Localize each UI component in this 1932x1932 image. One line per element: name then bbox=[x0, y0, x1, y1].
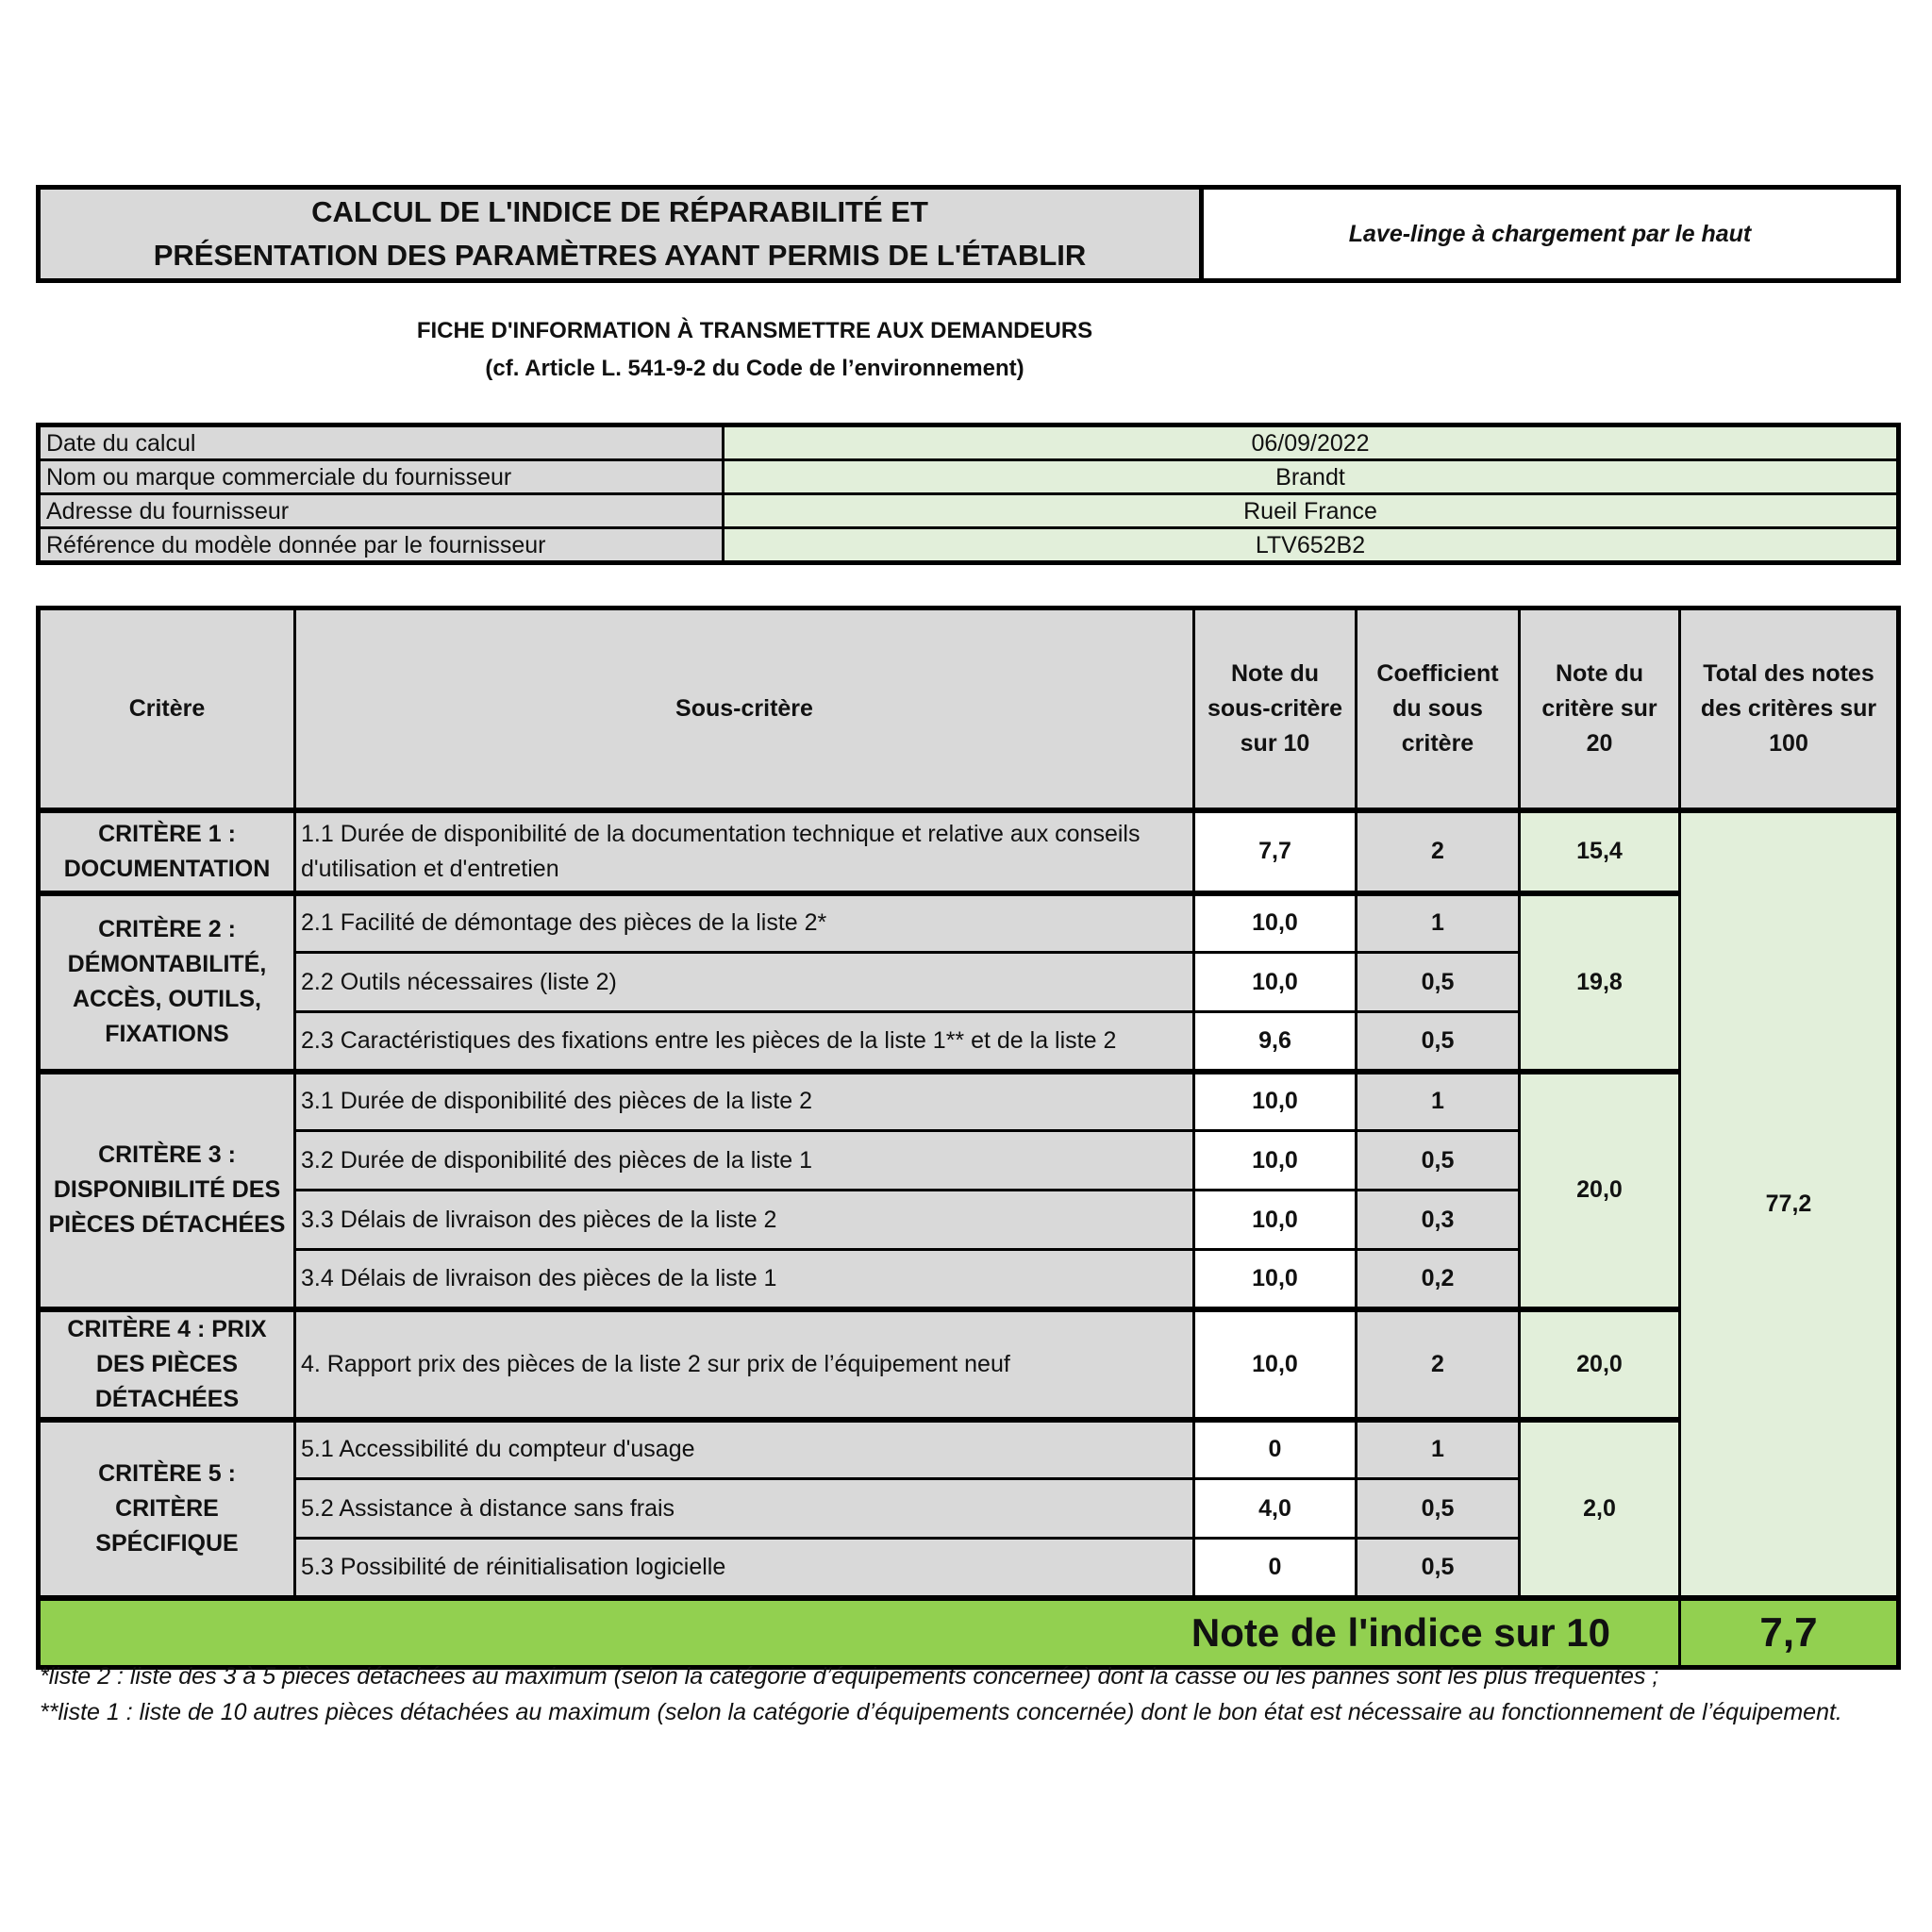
info-value: 06/09/2022 bbox=[724, 425, 1899, 460]
subcriterion-note: 4,0 bbox=[1194, 1479, 1357, 1539]
criterion-name: CRITÈRE 3 : DISPONIBILITÉ DES PIÈCES DÉTACHÉES bbox=[39, 1072, 295, 1309]
criterion-name: CRITÈRE 5 : CRITÈRE SPÉCIFIQUE bbox=[39, 1420, 295, 1598]
header-note-critere: Note du critère sur 20 bbox=[1520, 608, 1680, 810]
index-row bbox=[39, 1598, 1899, 1668]
subcriterion-note: 0 bbox=[1194, 1420, 1357, 1479]
table-row bbox=[39, 893, 1899, 953]
subcriterion-label: 5.1 Accessibilité du compteur d'usage bbox=[295, 1420, 1194, 1479]
info-label: Référence du modèle donnée par le fournisseur bbox=[39, 528, 724, 563]
header-critere: Critère bbox=[39, 608, 295, 810]
title-box bbox=[36, 185, 1901, 283]
subcriterion-label: 3.2 Durée de disponibilité des pièces de la liste 1 bbox=[295, 1131, 1194, 1191]
criterion-score: 20,0 bbox=[1520, 1072, 1680, 1309]
subcriterion-note: 10,0 bbox=[1194, 1309, 1357, 1420]
subcriterion-label: 2.2 Outils nécessaires (liste 2) bbox=[295, 953, 1194, 1012]
info-label: Adresse du fournisseur bbox=[39, 494, 724, 528]
subcriterion-label: 3.1 Durée de disponibilité des pièces de la liste 2 bbox=[295, 1072, 1194, 1131]
info-value: Rueil France bbox=[724, 494, 1899, 528]
title-line-2: PRÉSENTATION DES PARAMÈTRES AYANT PERMIS DE L'ÉTABLIR bbox=[153, 239, 1087, 272]
total-score-100: 77,2 bbox=[1680, 810, 1899, 1598]
fiche-subtitle bbox=[283, 312, 1226, 388]
info-value: LTV652B2 bbox=[724, 528, 1899, 563]
info-label: Nom ou marque commerciale du fournisseur bbox=[39, 460, 724, 494]
subcriterion-coef: 1 bbox=[1357, 1072, 1520, 1131]
subcriterion-note: 10,0 bbox=[1194, 953, 1357, 1012]
repairability-table bbox=[36, 606, 1901, 1670]
subcriterion-note: 9,6 bbox=[1194, 1012, 1357, 1072]
header-total: Total des notes des critères sur 100 bbox=[1680, 608, 1899, 810]
subcriterion-label: 3.3 Délais de livraison des pièces de la liste 2 bbox=[295, 1191, 1194, 1250]
footnote-liste-1: **liste 1 : liste de 10 autres pièces détachées au maximum (selon la catégorie d’équipements concernée) dont le bon état est nécessaire au fonctionnement de l’équipement. bbox=[40, 1699, 1842, 1725]
supplier-info-table bbox=[36, 423, 1901, 565]
info-label: Date du calcul bbox=[39, 425, 724, 460]
subcriterion-label: 5.2 Assistance à distance sans frais bbox=[295, 1479, 1194, 1539]
subcriterion-coef: 0,5 bbox=[1357, 1479, 1520, 1539]
criterion-score: 15,4 bbox=[1520, 810, 1680, 893]
subcriterion-coef: 0,2 bbox=[1357, 1250, 1520, 1309]
footnotes bbox=[40, 1658, 1889, 1730]
subcriterion-note: 10,0 bbox=[1194, 1250, 1357, 1309]
subcriterion-coef: 2 bbox=[1357, 1309, 1520, 1420]
subcriterion-label: 4. Rapport prix des pièces de la liste 2 sur prix de l’équipement neuf bbox=[295, 1309, 1194, 1420]
table-row bbox=[39, 1420, 1899, 1479]
subcriterion-note: 0 bbox=[1194, 1539, 1357, 1598]
subcriterion-note: 10,0 bbox=[1194, 893, 1357, 953]
product-type: Lave-linge à chargement par le haut bbox=[1348, 220, 1752, 247]
info-row bbox=[39, 494, 1899, 528]
subcriterion-label: 2.3 Caractéristiques des fixations entre les pièces de la liste 1** et de la liste 2 bbox=[295, 1012, 1194, 1072]
criterion-name: CRITÈRE 1 : DOCUMENTATION bbox=[39, 810, 295, 893]
table-header-row bbox=[39, 608, 1899, 810]
criterion-name: CRITÈRE 2 : DÉMONTABILITÉ, ACCÈS, OUTILS, FIXATIONS bbox=[39, 893, 295, 1072]
fiche-line-2: (cf. Article L. 541-9-2 du Code de l’environnement) bbox=[485, 356, 1024, 381]
subcriterion-note: 10,0 bbox=[1194, 1191, 1357, 1250]
info-value: Brandt bbox=[724, 460, 1899, 494]
subcriterion-label: 2.1 Facilité de démontage des pièces de la liste 2* bbox=[295, 893, 1194, 953]
subcriterion-coef: 1 bbox=[1357, 893, 1520, 953]
criterion-score: 19,8 bbox=[1520, 893, 1680, 1072]
index-value: 7,7 bbox=[1680, 1598, 1899, 1668]
subcriterion-coef: 2 bbox=[1357, 810, 1520, 893]
subcriterion-coef: 0,5 bbox=[1357, 1012, 1520, 1072]
header-sous-critere: Sous-critère bbox=[295, 608, 1194, 810]
info-row bbox=[39, 528, 1899, 563]
subcriterion-label: 5.3 Possibilité de réinitialisation logicielle bbox=[295, 1539, 1194, 1598]
criterion-name: CRITÈRE 4 : PRIX DES PIÈCES DÉTACHÉES bbox=[39, 1309, 295, 1420]
index-label: Note de l'indice sur 10 bbox=[39, 1598, 1680, 1668]
table-row bbox=[39, 1072, 1899, 1131]
subcriterion-coef: 1 bbox=[1357, 1420, 1520, 1479]
fiche-line-1: FICHE D'INFORMATION À TRANSMETTRE AUX DEMANDEURS bbox=[416, 318, 1093, 343]
table-row bbox=[39, 1309, 1899, 1420]
info-row bbox=[39, 460, 1899, 494]
subcriterion-coef: 0,5 bbox=[1357, 1539, 1520, 1598]
subcriterion-coef: 0,5 bbox=[1357, 953, 1520, 1012]
subcriterion-coef: 0,3 bbox=[1357, 1191, 1520, 1250]
info-row bbox=[39, 425, 1899, 460]
header-note-sous-critere: Note du sous-critère sur 10 bbox=[1194, 608, 1357, 810]
subcriterion-coef: 0,5 bbox=[1357, 1131, 1520, 1191]
criterion-score: 20,0 bbox=[1520, 1309, 1680, 1420]
header-coefficient: Coefficient du sous critère bbox=[1357, 608, 1520, 810]
subcriterion-note: 10,0 bbox=[1194, 1072, 1357, 1131]
footnote-liste-2: *liste 2 : liste des 3 à 5 pièces détachées au maximum (selon la catégorie d’équipements concernée) dont la casse ou les pannes sont les plus fréquentes ; bbox=[40, 1663, 1659, 1690]
title-line-1: CALCUL DE L'INDICE DE RÉPARABILITÉ ET bbox=[311, 195, 928, 228]
subcriterion-note: 10,0 bbox=[1194, 1131, 1357, 1191]
subcriterion-note: 7,7 bbox=[1194, 810, 1357, 893]
table-row bbox=[39, 810, 1899, 893]
title-block bbox=[41, 190, 1204, 278]
subcriterion-label: 3.4 Délais de livraison des pièces de la liste 1 bbox=[295, 1250, 1194, 1309]
subcriterion-label: 1.1 Durée de disponibilité de la documentation technique et relative aux conseils d'utilisation et d'entretien bbox=[295, 810, 1194, 893]
criterion-score: 2,0 bbox=[1520, 1420, 1680, 1598]
